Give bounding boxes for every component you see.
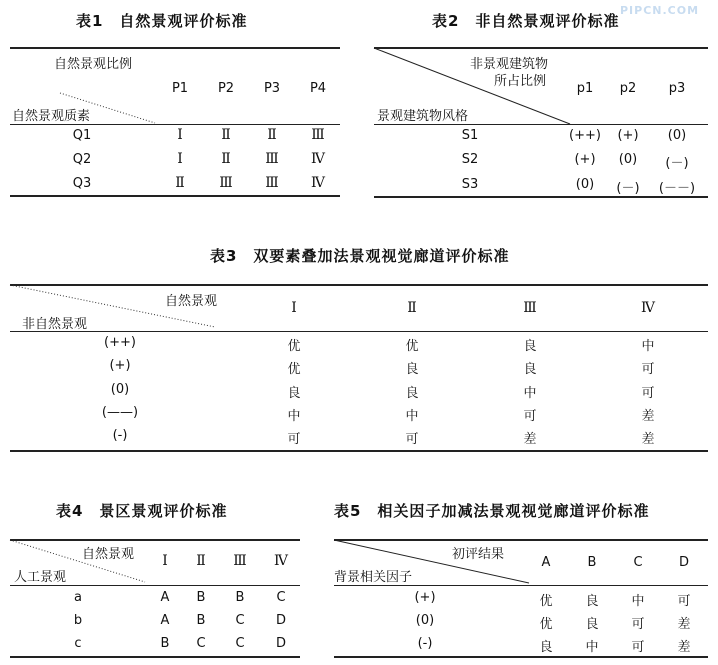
table-4-cell: C (235, 636, 245, 651)
table-1-col-header-p2: P2 (217, 81, 235, 96)
table-3-cell: 可 (641, 386, 655, 401)
table-1-cell: Ⅱ (221, 151, 231, 167)
table-5-col-header-a: A (541, 555, 551, 570)
table-3-cell: 中 (405, 409, 419, 424)
table-5-cell: 良 (585, 594, 599, 609)
table-2-row-label: S1 (461, 128, 479, 143)
table-4-cell: B (235, 590, 245, 605)
table-1-cell: Ⅳ (311, 151, 325, 167)
table-4-col-header: 自然景观 (82, 547, 135, 562)
table-2-cell: (－) (665, 156, 689, 171)
table-4-cell: D (275, 636, 287, 651)
table-2-col-header-line2: 所占比例 (494, 74, 547, 89)
table-3-cell: 可 (287, 432, 301, 447)
table-5-col-header-c: C (633, 555, 643, 570)
table-1-cell: Ⅱ (221, 127, 231, 143)
table-1-col-header-p3: P3 (263, 81, 281, 96)
table-5-col-header: 初评结果 (452, 547, 505, 562)
table-4-cell: C (196, 636, 206, 651)
table-3-header-rule (10, 331, 708, 332)
table-3-cell: 良 (523, 339, 537, 354)
table-3-row-label: (0) (110, 382, 130, 397)
table-4-cell: C (276, 590, 286, 605)
table-3-col-header-i: Ⅰ (291, 300, 297, 316)
table-4-cell: B (196, 613, 206, 628)
table-5-cell: 可 (677, 594, 691, 609)
table-5-header-rule (334, 585, 708, 586)
table-4-row-label: a (74, 590, 82, 605)
table-3-cell: 差 (641, 409, 655, 424)
table-3-cell: 可 (641, 362, 655, 377)
table-2-row-label: S3 (461, 177, 479, 192)
table-2-cell: (+) (574, 152, 596, 167)
table-4-cell: A (160, 590, 170, 605)
watermark: PIPCN.COM (620, 4, 700, 17)
table-3-cell: 中 (641, 339, 655, 354)
table-3-cell: 优 (287, 362, 301, 377)
table-1-diagonal (60, 93, 160, 123)
table-1-cell: Ⅰ (177, 151, 183, 167)
table-3-col-header-iv: Ⅳ (641, 300, 655, 316)
table-1-cell: Ⅲ (311, 127, 325, 143)
table-1-bottom-rule (10, 195, 340, 197)
table-1-header-rule (10, 124, 340, 125)
table-3-row-label: (——) (101, 405, 139, 420)
table-1-cell: Ⅰ (177, 127, 183, 143)
table-4-row-header: 人工景观 (14, 570, 67, 585)
table-2-cell: (－－) (658, 181, 696, 196)
table-4-col-header-iv: Ⅳ (274, 553, 288, 569)
table-2-col-header-line1: 非景观建筑物 (470, 57, 549, 72)
table-5-col-header-b: B (587, 555, 597, 570)
table-4-cell: D (275, 613, 287, 628)
table-3-title: 表3 双要素叠加法景观视觉廊道评价标准 (210, 247, 510, 265)
table-3-col-header-iii: Ⅲ (523, 300, 537, 316)
table-1-row-header: 自然景观质素 (12, 109, 91, 124)
table-5-cell: 优 (539, 617, 553, 632)
table-3-cell: 中 (287, 409, 301, 424)
table-1-top-rule (10, 47, 340, 49)
table-5-cell: 差 (677, 640, 691, 655)
table-5-col-header-d: D (678, 555, 690, 570)
table-2-row-label: S2 (461, 152, 479, 167)
table-2-title: 表2 非自然景观评价标准 (432, 12, 620, 30)
table-4-col-header-i: Ⅰ (162, 553, 168, 569)
table-5-cell: 差 (677, 617, 691, 632)
table-5-cell: 良 (539, 640, 553, 655)
table-3-cell: 良 (287, 386, 301, 401)
table-5-title: 表5 相关因子加减法景观视觉廊道评价标准 (334, 502, 650, 520)
table-3-cell: 良 (405, 362, 419, 377)
table-5-cell: 良 (585, 617, 599, 632)
table-3-cell: 优 (405, 339, 419, 354)
table-2-cell: (++) (569, 128, 601, 143)
table-1-cell: Ⅲ (265, 151, 279, 167)
table-1-col-header-p1: P1 (171, 81, 189, 96)
table-1-cell: Ⅲ (219, 175, 233, 191)
table-3-cell: 可 (405, 432, 419, 447)
table-5-row-label: (+) (414, 590, 436, 605)
table-4-cell: C (235, 613, 245, 628)
table-2-col-header-p2: p2 (619, 81, 637, 96)
table-4-cell: B (196, 590, 206, 605)
table-4-row-label: b (73, 613, 83, 628)
table-5-bottom-rule (334, 656, 708, 658)
table-2-cell: (0) (575, 177, 595, 192)
table-3-cell: 良 (405, 386, 419, 401)
table-2-header-rule (374, 124, 708, 125)
table-1-row-label: Q2 (72, 152, 92, 167)
table-1-cell: Ⅱ (175, 175, 185, 191)
table-1-col-header: 自然景观比例 (54, 57, 133, 72)
table-1-cell: Ⅲ (265, 175, 279, 191)
table-1-cell: Ⅳ (311, 175, 325, 191)
table-4-cell: B (160, 636, 170, 651)
table-5-row-label: (0) (415, 613, 435, 628)
table-3-row-label: (++) (104, 335, 136, 350)
table-3-cell: 差 (641, 432, 655, 447)
table-2-col-header-p3: p3 (668, 81, 686, 96)
table-5-row-label: (-) (417, 636, 433, 651)
table-2-cell: (－) (616, 181, 640, 196)
table-5-cell: 优 (539, 594, 553, 609)
table-1-col-header-p4: P4 (309, 81, 327, 96)
table-1-row-label: Q3 (72, 176, 92, 191)
table-5-cell: 可 (631, 617, 645, 632)
table-1-cell: Ⅱ (267, 127, 277, 143)
table-4-col-header-iii: Ⅲ (233, 553, 247, 569)
table-3-col-header-ii: Ⅱ (407, 300, 417, 316)
table-3-row-label: (+) (109, 358, 131, 373)
table-4-bottom-rule (10, 656, 300, 658)
table-3-cell: 优 (287, 339, 301, 354)
table-2-bottom-rule (374, 196, 708, 198)
table-2-cell: (+) (617, 128, 639, 143)
table-3-row-header: 非自然景观 (22, 317, 88, 332)
table-3-row-label: (-) (112, 428, 128, 443)
table-4-title: 表4 景区景观评价标准 (56, 502, 228, 520)
table-3-bottom-rule (10, 450, 708, 452)
table-1-title: 表1 自然景观评价标准 (76, 12, 248, 30)
table-3-cell: 良 (523, 362, 537, 377)
table-5-row-header: 背景相关因子 (334, 570, 413, 585)
table-4-row-label: c (74, 636, 82, 651)
table-3-col-header: 自然景观 (165, 294, 218, 309)
table-5-cell: 中 (631, 594, 645, 609)
table-4-header-rule (10, 585, 300, 586)
table-4-col-header-ii: Ⅱ (196, 553, 206, 569)
table-4-cell: A (160, 613, 170, 628)
table-1-row-label: Q1 (72, 128, 92, 143)
table-3-cell: 中 (523, 386, 537, 401)
table-3-cell: 可 (523, 409, 537, 424)
table-2-cell: (0) (667, 128, 687, 143)
table-5-cell: 中 (585, 640, 599, 655)
table-2-col-header-p1: p1 (576, 81, 594, 96)
table-3-cell: 差 (523, 432, 537, 447)
table-2-cell: (0) (618, 152, 638, 167)
table-2-row-header: 景观建筑物风格 (377, 109, 469, 124)
table-5-cell: 可 (631, 640, 645, 655)
